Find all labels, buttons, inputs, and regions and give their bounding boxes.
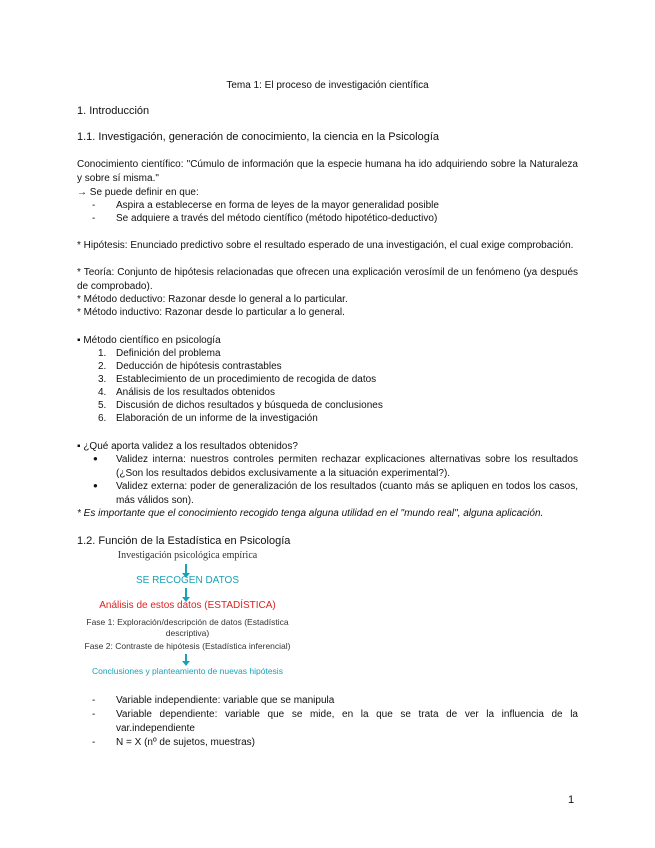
validez-externa: Validez externa: poder de generalización de los resultados (cuanto más se apliquen en todos los casos, más válidos son). <box>116 481 578 506</box>
dash-icon: - <box>92 213 96 224</box>
list-item: - N = X (nº de sujetos, muestras) <box>92 737 255 748</box>
definition-inductivo: * Método inductivo: Razonar desde lo particular a lo general. <box>77 307 345 318</box>
document-title: Tema 1: El proceso de investigación científica <box>226 80 429 91</box>
flow-fase1-line2: descriptiva) <box>165 628 210 638</box>
list-item: 5. Discusión de dichos resultados y búsqueda de conclusiones <box>98 400 383 411</box>
flow-fase2: Fase 2: Contraste de hipótesis (Estadística inferencial) <box>84 641 291 651</box>
flow-step-investigacion: Investigación psicológica empírica <box>117 550 258 561</box>
conocimiento-paragraph: Conocimiento científico: "Cúmulo de información que la especie humana ha ido adquiriendo sobre la Naturaleza y sobre sí misma." <box>77 159 578 184</box>
conocimiento-define: → Se puede definir en que: <box>77 187 199 198</box>
flow-step-recogida: SE RECOGEN DATOS <box>136 575 239 586</box>
flow-step-conclusiones: Conclusiones y planteamiento de nuevas hipótesis <box>92 666 283 676</box>
flow-arrow-icon <box>185 564 187 574</box>
list-item: - Aspira a establecerse en forma de leyes de la mayor generalidad posible <box>92 200 439 211</box>
list-item: 2. Deducción de hipótesis contrastables <box>98 361 282 372</box>
list-item: 6. Elaboración de un informe de la investigación <box>98 413 318 424</box>
flow-step-analisis: Análisis de estos datos (ESTADÍSTICA) <box>99 600 276 611</box>
list-item: - Se adquiere a través del método científico (método hipotético-deductivo) <box>92 213 438 224</box>
variable-dependiente: Variable dependiente: variable que se mide, en la que se trata de ver la influencia de la var.independiente <box>116 709 578 734</box>
section-heading-estadistica: 1.2. Función de la Estadística en Psicología <box>77 535 291 547</box>
metodo-heading: ▪ Método científico en psicología <box>77 335 221 346</box>
list-item: - Variable independiente: variable que se manipula <box>92 695 335 706</box>
page-number: 1 <box>568 794 575 806</box>
bullet-icon: ● <box>93 454 98 463</box>
flow-arrow-icon <box>185 588 187 598</box>
list-item: 1. Definición del problema <box>98 348 221 359</box>
section-heading-investigacion: 1.1. Investigación, generación de conocimiento, la ciencia en la Psicología <box>77 131 440 143</box>
validez-note: * Es importante que el conocimiento recogido tenga alguna utilidad en el "mundo real", alguna aplicación. <box>77 508 544 519</box>
definition-teoria: * Teoría: Conjunto de hipótesis relacionadas que ofrecen una explicación verosímil de un fenómeno (ya después de comprobado). <box>77 267 578 292</box>
dash-icon: - <box>92 709 96 720</box>
definition-hipotesis: * Hipótesis: Enunciado predictivo sobre el resultado esperado de una investigación, el cual exige comprobación. <box>77 240 574 251</box>
validez-heading: ▪ ¿Qué aporta validez a los resultados obtenidos? <box>77 441 298 452</box>
bullet-icon: ● <box>93 481 98 490</box>
list-item: 3. Establecimiento de un procedimiento de recogida de datos <box>98 374 377 385</box>
dash-icon: - <box>92 737 96 748</box>
flow-fase1-line1: Fase 1: Exploración/descripción de datos (Estadística <box>86 617 289 627</box>
list-item: 4. Análisis de los resultados obtenidos <box>98 387 275 398</box>
flow-arrow-icon <box>185 654 187 662</box>
dash-icon: - <box>92 200 96 211</box>
section-heading-introduccion: 1. Introducción <box>77 105 150 117</box>
definition-deductivo: * Método deductivo: Razonar desde lo general a lo particular. <box>77 294 348 305</box>
validez-interna: Validez interna: nuestros controles permiten rechazar explicaciones alternativas sobre los resultados (¿Son los resultados debidos exclusivamente a la situación experimental?). <box>116 454 578 479</box>
dash-icon: - <box>92 695 96 706</box>
